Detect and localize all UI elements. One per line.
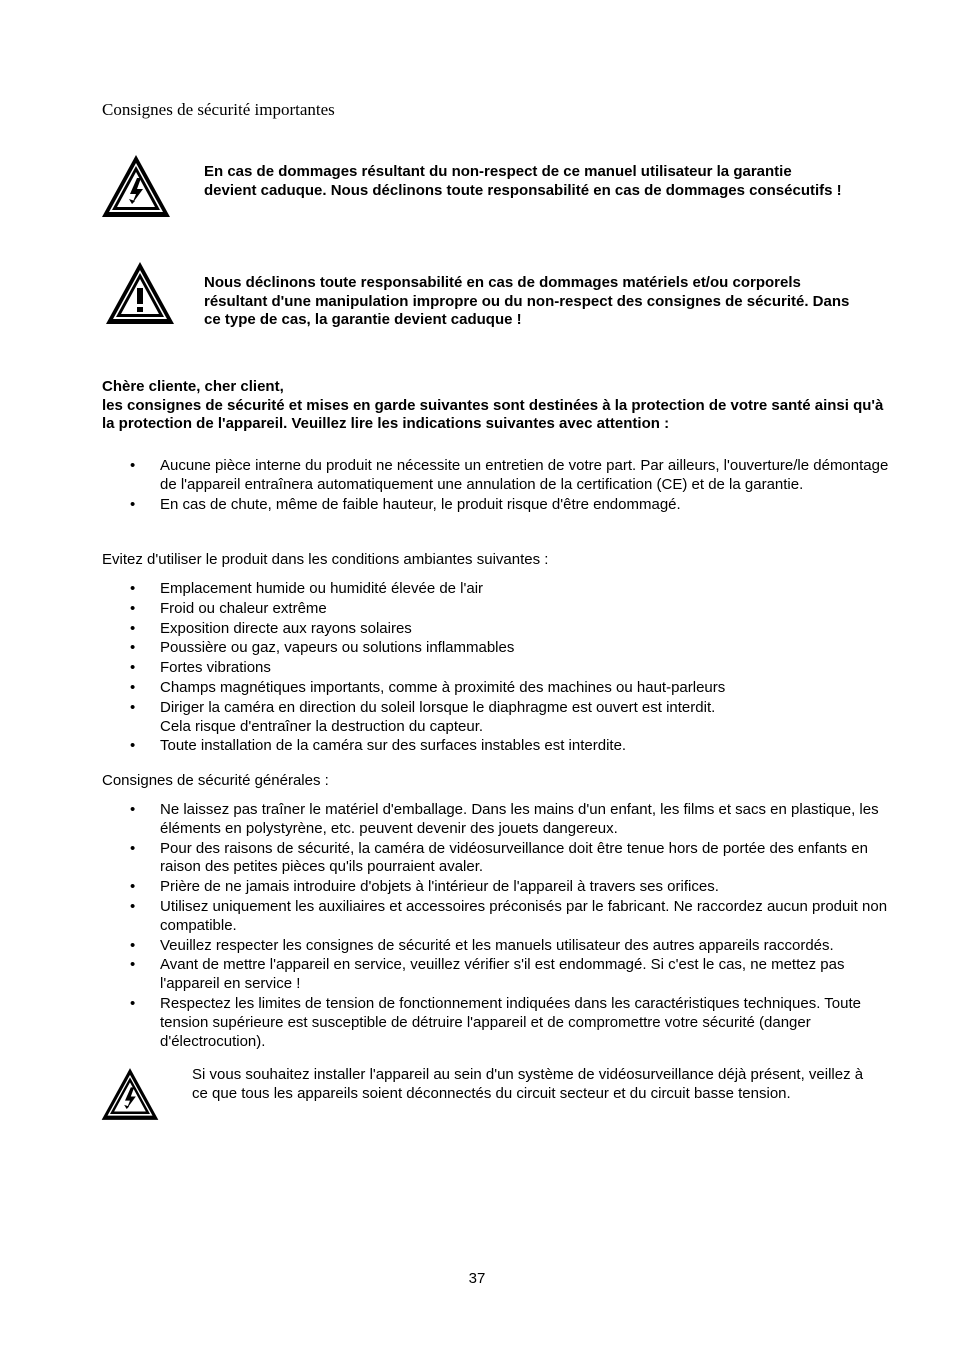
list-item: • Prière de ne jamais introduire d'objets à l'intérieur de l'appareil à travers ses orifices. [102, 878, 902, 897]
electric-hazard-icon [100, 153, 172, 219]
page-number: 37 [468, 1270, 486, 1287]
list-item: • Froid ou chaleur extrême [102, 600, 902, 619]
list-item: • Champs magnétiques importants, comme à proximité des machines ou haut-parleurs [102, 679, 902, 698]
list-item: • Emplacement humide ou humidité élevée de l'air [102, 580, 902, 599]
list-ambient [102, 580, 902, 757]
list-item: • Utilisez uniquement les auxiliaires et accessoires préconisés par le fabricant. Ne raccordez aucun produit non compatible. [102, 898, 902, 936]
list-item: • En cas de chute, même de faible hauteur, le produit risque d'être endommagé. [102, 496, 902, 515]
general-heading: Consignes de sécurité générales : [102, 772, 329, 789]
intro-text: les consignes de sécurité et mises en garde suivantes sont destinées à la protection de votre santé ainsi qu'à la protection de l'appareil. Veuillez lire les indications suivantes avec attention : [102, 396, 884, 432]
ambient-heading: Evitez d'utiliser le produit dans les conditions ambiantes suivantes : [102, 551, 549, 568]
general-warning-icon [104, 260, 176, 326]
list-item: • Toute installation de la caméra sur des surfaces instables est interdite. [102, 737, 902, 756]
list-item: • Exposition directe aux rayons solaires [102, 620, 902, 639]
list-item: • Aucune pièce interne du produit ne nécessite un entretien de votre part. Par ailleurs, l'ouverture/le démontage de l'appareil entraînera automatiquement une annulation de la certification (CE) et de la garantie. [102, 457, 902, 495]
page-title: Consignes de sécurité importantes [102, 100, 335, 119]
warning-text-2: Nous déclinons toute responsabilité en cas de dommages matériels et/ou corporels résultant d'une manipulation impropre ou du non-respect des consignes de sécurité. Dans ce type de cas, la garantie devient caduque ! [204, 274, 850, 328]
greeting: Chère cliente, cher client, [102, 378, 284, 395]
list-item: • Respectez les limites de tension de fonctionnement indiquées dans les caractéristiques techniques. Toute tension supérieure est susceptible de détruire l'appareil et de compromettre votre sécurité (danger d'électrocution). [102, 995, 902, 1051]
list-item: • Poussière ou gaz, vapeurs ou solutions inflammables [102, 639, 902, 658]
list-item: • Avant de mettre l'appareil en service, veuillez vérifier s'il est endommagé. Si c'est le cas, ne mettez pas l'appareil en service ! [102, 956, 902, 994]
list-item: • Ne laissez pas traîner le matériel d'emballage. Dans les mains d'un enfant, les films et sacs en plastique, les éléments en polystyrène, etc. peuvent devenir des jouets dangereux. [102, 801, 902, 839]
warning-text-bottom: Si vous souhaitez installer l'appareil au sein d'un système de vidéosurveillance déjà présent, veillez à ce que tous les appareils soient déconnectés du circuit secteur et du circuit basse tension. [192, 1066, 864, 1102]
list-general [102, 801, 902, 1052]
list-maintenance [102, 457, 902, 515]
list-item: • Fortes vibrations [102, 659, 902, 678]
intro [102, 378, 892, 434]
list-item: • Veuillez respecter les consignes de sécurité et les manuels utilisateur des autres appareils raccordés. [102, 937, 902, 956]
warning-text-1: En cas de dommages résultant du non-respect de ce manuel utilisateur la garantie devient caduque. Nous déclinons toute responsabilité en cas de dommages consécutifs ! [204, 163, 842, 199]
electric-hazard-icon [100, 1066, 160, 1122]
list-item: • Pour des raisons de sécurité, la caméra de vidéosurveillance doit être tenue hors de portée des enfants en raison des petites pièces qu'ils pourraient avaler. [102, 840, 902, 878]
list-item: • Diriger la caméra en direction du soleil lorsque le diaphragme est ouvert est interdit. Cela risque d'entraîner la destruction du capteur. [102, 699, 902, 737]
